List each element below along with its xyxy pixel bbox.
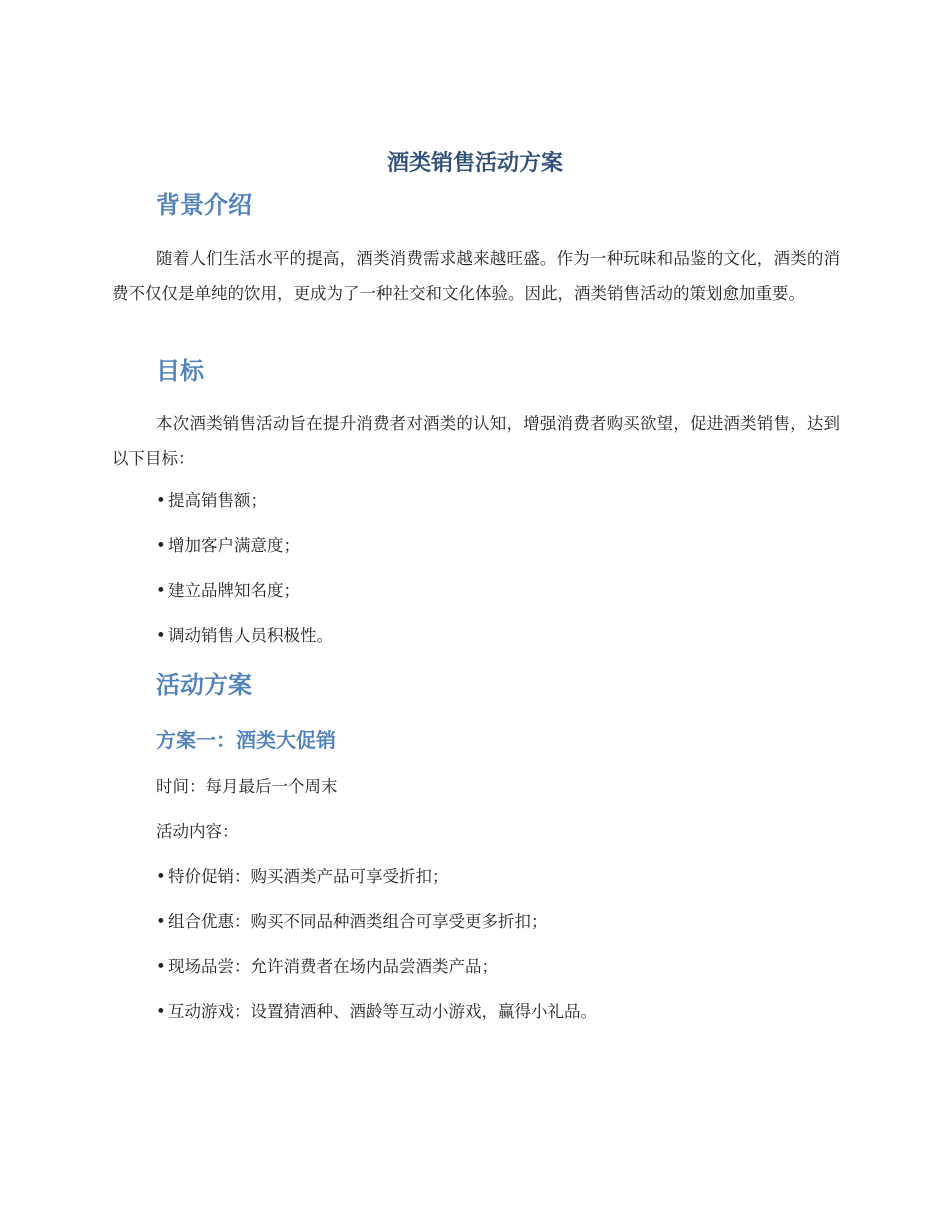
background-paragraph: 随着人们生活水平的提高，酒类消费需求越来越旺盛。作为一种玩味和品鉴的文化，酒类的消费不仅仅是单纯的饮用，更成为了一种社交和文化体验。因此，酒类销售活动的策划愈加重要。 <box>112 249 840 303</box>
heading-goals: 目标 <box>156 357 204 385</box>
list-item <box>156 998 597 1026</box>
list-item <box>156 577 300 605</box>
option-1-time: 时间：每月最后一个周末 <box>156 777 338 796</box>
bullet-icon: • <box>156 581 166 600</box>
list-item <box>156 908 548 936</box>
list-item-text: 现场品尝：允许消费者在场内品尝酒类产品； <box>168 957 498 976</box>
bullet-icon: • <box>156 912 166 931</box>
bullet-icon: • <box>156 626 166 645</box>
list-item <box>156 487 267 515</box>
bullet-icon: • <box>156 867 166 886</box>
heading-background: 背景介绍 <box>156 191 252 219</box>
heading-option-1: 方案一：酒类大促销 <box>156 728 336 752</box>
list-item-text: 提高销售额； <box>168 491 267 510</box>
list-item-text: 增加客户满意度； <box>168 536 300 555</box>
goals-paragraph: 本次酒类销售活动旨在提升消费者对酒类的认知，增强消费者购买欲望，促进酒类销售，达到以下目标： <box>112 414 840 468</box>
list-item-text: 组合优惠：购买不同品种酒类组合可享受更多折扣； <box>168 912 548 931</box>
option-1-content-label: 活动内容： <box>156 822 239 841</box>
document-title: 酒类销售活动方案 <box>386 151 563 176</box>
bullet-icon: • <box>156 957 166 976</box>
list-item <box>156 532 300 560</box>
list-item-text: 调动销售人员积极性。 <box>168 626 333 645</box>
bullet-icon: • <box>156 1002 166 1021</box>
list-item-text: 互动游戏：设置猜酒种、酒龄等互动小游戏，赢得小礼品。 <box>168 1002 597 1021</box>
list-item-text: 特价促销：购买酒类产品可享受折扣； <box>168 867 449 886</box>
list-item <box>156 953 498 981</box>
bullet-icon: • <box>156 491 166 510</box>
list-item <box>156 863 449 891</box>
list-item <box>156 622 333 650</box>
bullet-icon: • <box>156 536 166 555</box>
heading-plan: 活动方案 <box>156 671 252 699</box>
list-item-text: 建立品牌知名度； <box>168 581 300 600</box>
